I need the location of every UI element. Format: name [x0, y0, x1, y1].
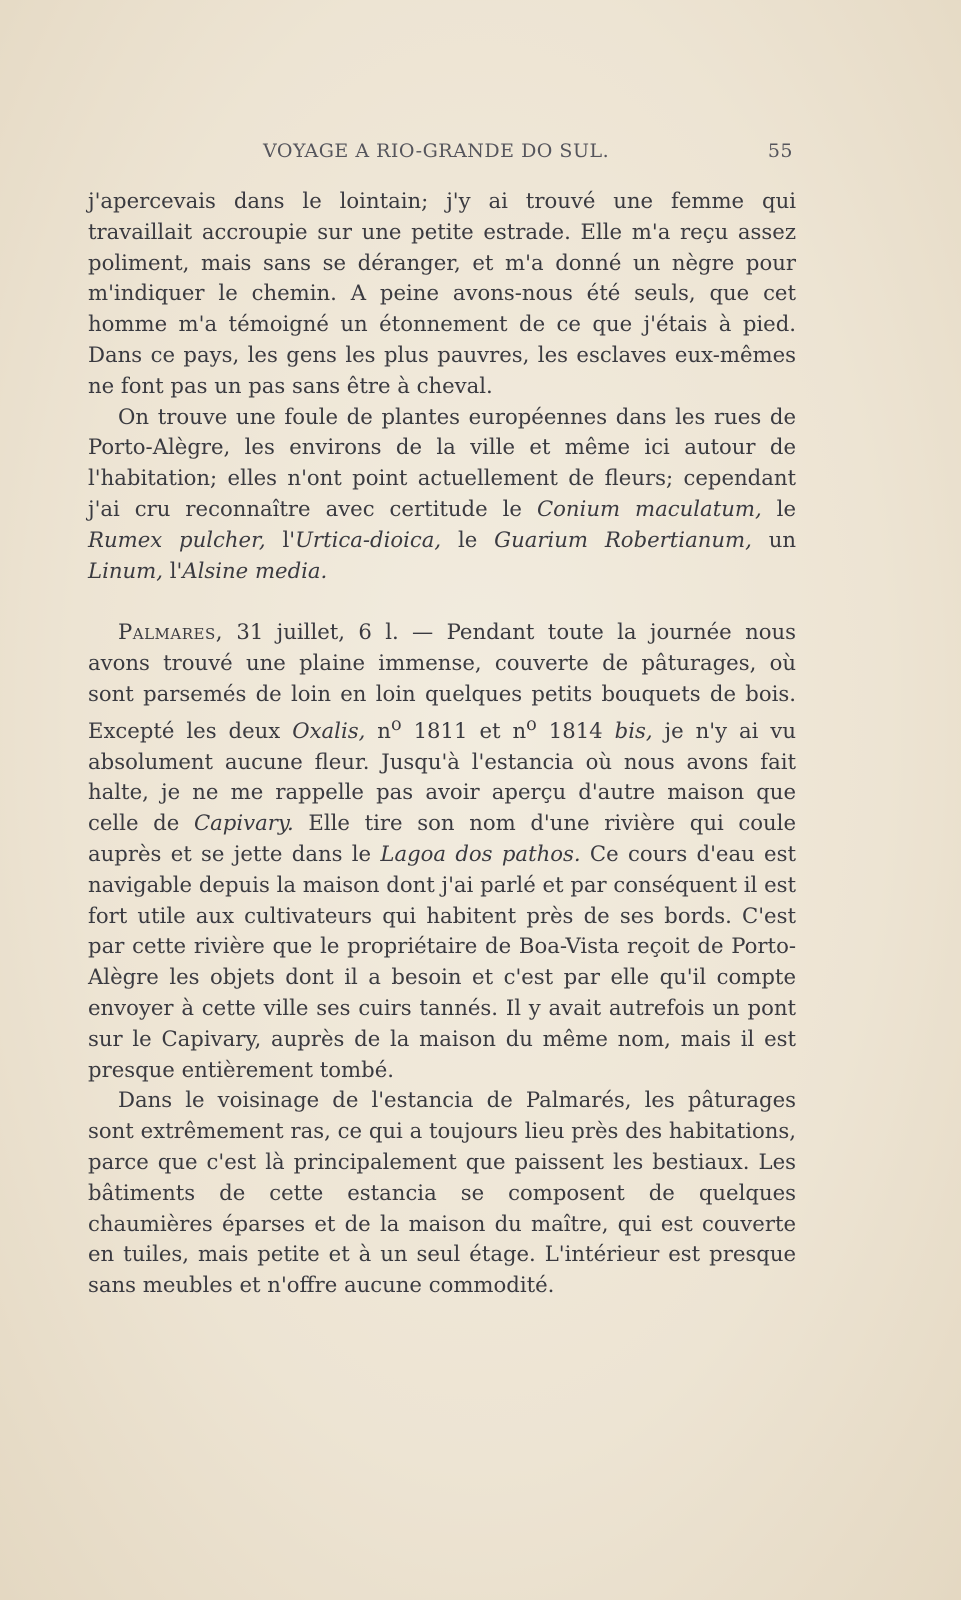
species-name: Guarium Robertianum,	[494, 526, 752, 552]
species-name: Oxalis,	[292, 717, 366, 743]
body-text	[88, 186, 796, 1301]
species-name: Alsine media.	[182, 557, 328, 583]
paragraph-1: j'apercevais dans le lointain; j'y ai trouvé une femme qui travaillait accroupie sur une petite estrade. Elle m'a reçu assez poliment, mais sans se déranger, et m'a donné un nègre pour m'indiquer le chemin. A peine avons-nous été seuls, que cet homme m'a témoigné un étonnement de ce que j'étais à pied. Dans ce pays, les gens les plus pauvres, les esclaves eux-mêmes ne font pas un pas sans être à cheval.	[88, 188, 796, 398]
running-title: VOYAGE A RIO-GRANDE DO SUL.	[263, 140, 610, 162]
place-name-italic: Capivary.	[193, 810, 294, 836]
species-name: Urtica-dioica,	[295, 526, 442, 552]
species-name: Conium maculatum,	[536, 495, 762, 521]
place-name: Palmares,	[118, 619, 223, 645]
page-header	[88, 140, 793, 170]
page-number: 55	[767, 140, 793, 162]
species-name: Linum,	[88, 557, 163, 583]
paragraph-3: Palmares, 31 juillet, 6 l. — Pendant toute la journée nous avons trouvé une plaine immense, couverte de pâturages, où sont parsemés de loin en loin quelques petits bouquets de bois. Excepté les deux Oxalis, $n^o$ 1811 et $n^o$ 1814 bis, je n'y ai vu absolument aucune fleur. Jusqu'à l'estancia où nous avons fait halte, je ne me rappelle pas avoir aperçu d'autre maison que celle de Capivary. Elle tire son nom d'une rivière qui coule auprès et se jette dans le Lagoa dos pathos. Ce cours d'eau est navigable depuis la maison dont j'ai parlé et par conséquent il est fort utile aux cultivateurs qui habitent près de ses bords. C'est par cette rivière que le propriétaire de Boa-Vista reçoit de Porto-Alègre les objets dont il a besoin et c'est par elle qu'il compte envoyer à cette ville ses cuirs tannés. Il y avait autrefois un pont sur le Capivary, auprès de la maison du même nom, mais il est presque entièrement tombé.	[88, 619, 797, 1082]
paragraph-4: Dans le voisinage de l'estancia de Palmarés, les pâturages sont extrêmement ras, ce qui a toujours lieu près des habitations, parce que c'est là principalement que paissent les bestiaux. Les bâtiments de cette estancia se composent de quelques chaumières éparses et de la maison du maître, qui est couverte en tuiles, mais petite et à un seul étage. L'intérieur est presque sans meubles et n'offre aucune commodité.	[88, 1087, 796, 1298]
paragraph-2: On trouve une foule de plantes européennes dans les rues de Porto-Alègre, les environs de la ville et même ici autour de l'habitation; elles n'ont point actuellement de fleurs; cependant j'ai cru reconnaître avec certitude le Conium maculatum, le Rumex pulcher, l'Urtica-dioica, le Guarium Robertianum, un Linum, l'Alsine media.	[88, 403, 796, 583]
place-name-italic: Lagoa dos pathos.	[380, 841, 581, 866]
species-name: Rumex pulcher,	[88, 526, 266, 552]
